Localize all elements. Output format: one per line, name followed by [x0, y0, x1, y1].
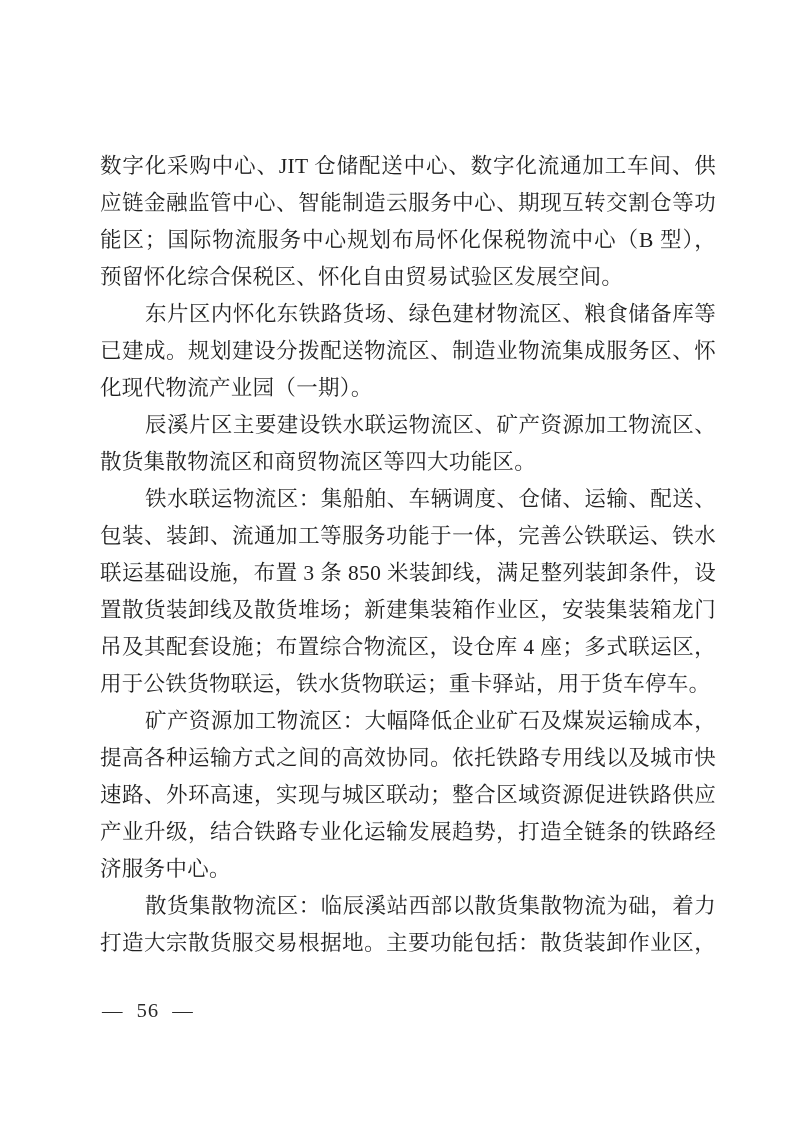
text-line: 吊及其配套设施；布置综合物流区，设仓库 4 座；多式联运区，	[100, 635, 716, 659]
text-line: 联运基础设施，布置 3 条 850 米装卸线，满足整列装卸条件，设	[100, 561, 716, 585]
text-line: 济服务中心。	[100, 857, 231, 881]
text-line: 已建成。规划建设分拨配送物流区、制造业物流集成服务区、怀	[100, 339, 716, 363]
text-line: 用于公铁货物联运，铁水货物联运；重卡驿站，用于货车停车。	[100, 672, 711, 696]
text-line: 辰溪片区主要建设铁水联运物流区、矿产资源加工物流区、	[145, 413, 716, 437]
text-line: 打造大宗散货服交易根据地。主要功能包括：散货装卸作业区，	[100, 931, 716, 955]
page-number: — 56 —	[102, 1000, 194, 1022]
text-line: 散货集散物流区：临辰溪站西部以散货集散物流为础，着力	[145, 894, 716, 918]
text-line: 包装、装卸、流通加工等服务功能于一体，完善公铁联运、铁水	[100, 524, 716, 548]
text-line: 能区；国际物流服务中心规划布局怀化保税物流中心（B 型），	[100, 228, 716, 252]
document-body	[100, 148, 716, 962]
text-line: 散货集散物流区和商贸物流区等四大功能区。	[100, 450, 537, 474]
text-line: 铁水联运物流区：集船舶、车辆调度、仓储、运输、配送、	[145, 487, 716, 511]
text-line: 速路、外环高速，实现与城区联动；整合区域资源促进铁路供应	[100, 783, 716, 807]
text-line: 置散货装卸线及散货堆场；新建集装箱作业区，安装集装箱龙门	[100, 598, 716, 622]
text-line: 产业升级，结合铁路专业化运输发展趋势，打造全链条的铁路经	[100, 820, 716, 844]
text-line: 提高各种运输方式之间的高效协同。依托铁路专用线以及城市快	[100, 746, 716, 770]
text-line: 应链金融监管中心、智能制造云服务中心、期现互转交割仓等功	[100, 191, 716, 215]
text-line: 预留怀化综合保税区、怀化自由贸易试验区发展空间。	[100, 265, 624, 289]
text-line: 数字化采购中心、JIT 仓储配送中心、数字化流通加工车间、供	[100, 154, 716, 178]
text-line: 化现代物流产业园（一期）。	[100, 376, 373, 400]
text-line: 东片区内怀化东铁路货场、绿色建材物流区、粮食储备库等	[145, 302, 716, 326]
text-line: 矿产资源加工物流区：大幅降低企业矿石及煤炭运输成本，	[145, 709, 716, 733]
